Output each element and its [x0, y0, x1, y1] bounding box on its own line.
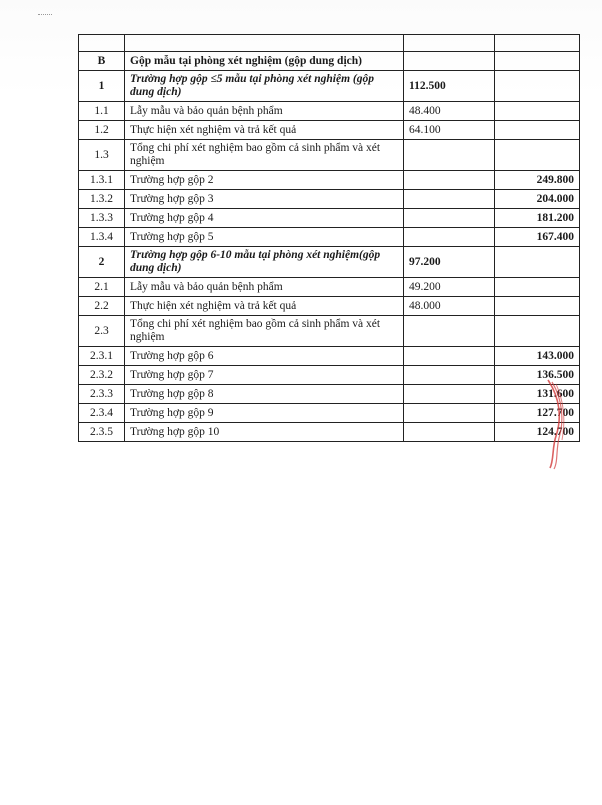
row-label: Trường hợp gộp 6	[125, 347, 404, 366]
row-code: 2.3.5	[79, 423, 125, 442]
row-code: 2.3.4	[79, 404, 125, 423]
row-total	[495, 278, 580, 297]
table-row	[79, 366, 580, 385]
row-total: 143.000	[495, 347, 580, 366]
section-code: B	[79, 52, 125, 71]
scan-speck	[38, 14, 52, 18]
row-unit-price: 112.500	[404, 71, 495, 102]
blank-cell	[495, 35, 580, 52]
row-total	[495, 140, 580, 171]
row-label: Tổng chi phí xét nghiệm bao gồm cả sinh phẩm và xét nghiệm	[125, 316, 404, 347]
table-row	[79, 228, 580, 247]
row-total: 127.700	[495, 404, 580, 423]
table-row	[79, 385, 580, 404]
row-unit-price	[404, 209, 495, 228]
row-code: 2.3.2	[79, 366, 125, 385]
row-code: 1.3.3	[79, 209, 125, 228]
row-total: 131.600	[495, 385, 580, 404]
row-label: Trường hợp gộp 8	[125, 385, 404, 404]
row-label: Trường hợp gộp 3	[125, 190, 404, 209]
row-total	[495, 297, 580, 316]
table-row	[79, 209, 580, 228]
table-row	[79, 347, 580, 366]
section-header-row	[79, 52, 580, 71]
fee-table	[78, 34, 580, 442]
row-code: 1.3.1	[79, 171, 125, 190]
row-label: Trường hợp gộp 9	[125, 404, 404, 423]
table-row	[79, 121, 580, 140]
row-unit-price: 64.100	[404, 121, 495, 140]
table-row	[79, 278, 580, 297]
blank-cell	[404, 35, 495, 52]
row-label: Thực hiện xét nghiệm và trả kết quả	[125, 297, 404, 316]
row-unit-price: 48.400	[404, 102, 495, 121]
table-row	[79, 190, 580, 209]
row-label: Trường hợp gộp 2	[125, 171, 404, 190]
row-unit-price	[404, 228, 495, 247]
row-total: 124.700	[495, 423, 580, 442]
row-total: 136.500	[495, 366, 580, 385]
row-label: Trường hợp gộp 5	[125, 228, 404, 247]
row-label: Trường hợp gộp 7	[125, 366, 404, 385]
row-code: 1.3	[79, 140, 125, 171]
table-row	[79, 140, 580, 171]
table-row	[79, 297, 580, 316]
row-total	[495, 71, 580, 102]
row-code: 2.3	[79, 316, 125, 347]
table-row	[79, 316, 580, 347]
row-code: 2.3.3	[79, 385, 125, 404]
row-unit-price	[404, 366, 495, 385]
row-total	[495, 247, 580, 278]
row-label: Trường hợp gộp 10	[125, 423, 404, 442]
section-title: Gộp mẫu tại phòng xét nghiệm (gộp dung dịch)	[125, 52, 404, 71]
blank-cell	[79, 35, 125, 52]
table-row	[79, 247, 580, 278]
row-code: 1	[79, 71, 125, 102]
row-code: 1.1	[79, 102, 125, 121]
row-total: 181.200	[495, 209, 580, 228]
row-total	[495, 316, 580, 347]
row-unit-price: 97.200	[404, 247, 495, 278]
table-top-blank-row	[79, 35, 580, 52]
row-unit-price	[404, 316, 495, 347]
row-total: 249.800	[495, 171, 580, 190]
row-label: Trường hợp gộp ≤5 mẫu tại phòng xét nghiệm (gộp dung dịch)	[125, 71, 404, 102]
row-total: 204.000	[495, 190, 580, 209]
table-row	[79, 71, 580, 102]
row-code: 1.3.4	[79, 228, 125, 247]
row-total	[495, 102, 580, 121]
row-label: Tổng chi phí xét nghiệm bao gồm cả sinh phẩm và xét nghiệm	[125, 140, 404, 171]
row-unit-price	[404, 385, 495, 404]
row-code: 2.3.1	[79, 347, 125, 366]
row-label: Trường hợp gộp 4	[125, 209, 404, 228]
row-total: 167.400	[495, 228, 580, 247]
row-unit-price	[404, 347, 495, 366]
table-row	[79, 102, 580, 121]
table-row	[79, 404, 580, 423]
row-label: Lẫy mẫu và bảo quản bệnh phẩm	[125, 102, 404, 121]
row-code: 1.3.2	[79, 190, 125, 209]
row-unit-price: 49.200	[404, 278, 495, 297]
blank-cell	[404, 52, 495, 71]
row-code: 2.2	[79, 297, 125, 316]
blank-cell	[495, 52, 580, 71]
row-unit-price	[404, 423, 495, 442]
row-code: 1.2	[79, 121, 125, 140]
row-unit-price	[404, 190, 495, 209]
row-unit-price	[404, 404, 495, 423]
row-code: 2	[79, 247, 125, 278]
row-unit-price	[404, 171, 495, 190]
row-label: Thực hiện xét nghiệm và trả kết quả	[125, 121, 404, 140]
table-row	[79, 171, 580, 190]
row-unit-price: 48.000	[404, 297, 495, 316]
table-row	[79, 423, 580, 442]
row-label: Lẫy mẫu và bảo quản bệnh phẩm	[125, 278, 404, 297]
row-total	[495, 121, 580, 140]
row-label: Trường hợp gộp 6-10 mẫu tại phòng xét nghiệm(gộp dung dịch)	[125, 247, 404, 278]
row-unit-price	[404, 140, 495, 171]
blank-cell	[125, 35, 404, 52]
row-code: 2.1	[79, 278, 125, 297]
